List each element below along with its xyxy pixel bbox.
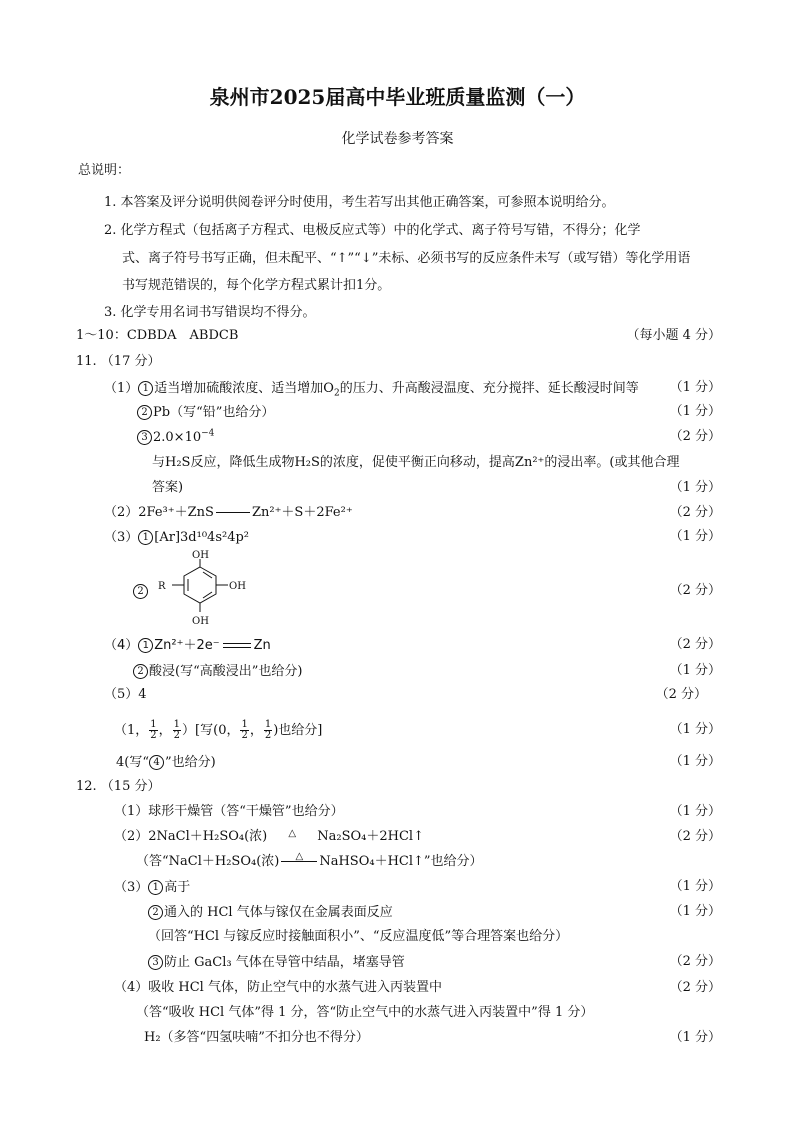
numerator: 1 <box>264 719 272 730</box>
equation-right: NaHSO₄＋HCl↑”也给分） <box>319 854 483 869</box>
score: （2 分） <box>669 505 721 520</box>
circled-number: 4 <box>149 755 164 770</box>
hydroxyl-bottom: OH <box>192 616 209 627</box>
part-label: （3） <box>104 530 139 545</box>
q11-part1-3 <box>0 430 795 450</box>
answer-text: Pb（写“铅”也给分） <box>153 405 275 420</box>
circled-number: 2 <box>137 405 152 420</box>
answer-text: H₂（多答“四氢呋喃”不扣分也不得分） <box>144 1030 369 1045</box>
score: （2 分） <box>669 954 721 969</box>
circled-number: 1 <box>148 880 163 895</box>
part-label: （2） <box>104 505 139 520</box>
score: （1 分） <box>669 663 721 678</box>
score: （2 分） <box>669 429 721 444</box>
q12-part3-note: （回答“HCl 与镓反应时接触面积小”、“反应温度低”等合理答案也给分） <box>148 929 569 944</box>
answer-text: 2.0×10 <box>153 430 202 445</box>
score: （1 分） <box>669 380 721 395</box>
answer-text: 答案) <box>152 480 184 495</box>
general-heading: 总说明： <box>78 163 131 178</box>
hydroxyl-right: OH <box>229 581 246 592</box>
equation-left: 2Fe³⁺＋ZnS <box>138 505 214 520</box>
page-title: 泉州市2025届高中毕业班质量监测（一） <box>209 85 586 109</box>
numerator: 1 <box>150 719 157 730</box>
fraction <box>264 720 272 741</box>
q11-part5-1 <box>0 688 795 708</box>
answer-text: 防止 GaCl₃ 气体在导管中结晶，堵塞导管 <box>164 955 405 970</box>
q12-part1 <box>0 805 795 825</box>
equation-left: （答“NaCl＋H₂SO₄(浓) <box>136 854 280 869</box>
answer-text: （1）球形干燥管（答“干燥管”也给分） <box>114 804 344 819</box>
q11-part4-1 <box>0 638 795 658</box>
answer-text-cont: ”也给分) <box>165 755 216 770</box>
heat-triangle-icon: △ <box>288 828 297 839</box>
hydroxyl-top: OH <box>192 550 209 561</box>
coord-close: )也给分] <box>273 723 323 738</box>
denominator: 2 <box>150 730 157 741</box>
score: （2 分） <box>669 980 721 995</box>
q11-part2 <box>0 506 795 526</box>
circled-number: 2 <box>133 664 148 679</box>
part-label: （5） <box>104 687 139 702</box>
coord-open: （1， <box>114 723 149 738</box>
q11-part5-2 <box>0 718 795 744</box>
q11-part1-4-text: 与H₂S反应，降低生成物H₂S的浓度，促使平衡正向移动，提高Zn²⁺的浸出率。(或其他合理 <box>152 455 680 470</box>
score: （1 分） <box>669 904 721 919</box>
part-label: （4） <box>104 638 139 653</box>
part-label: （1） <box>104 381 139 396</box>
comma: ， <box>249 723 263 738</box>
page-subtitle: 化学试卷参考答案 <box>341 131 454 147</box>
answer-text: （4）吸收 HCl 气体，防止空气中的水蒸气进入丙装置中 <box>114 980 442 995</box>
q11-part4-2 <box>0 664 795 684</box>
circled-number: 3 <box>148 955 163 970</box>
comma: ， <box>158 723 172 738</box>
numerator: 1 <box>241 719 248 730</box>
denominator: 2 <box>241 730 248 741</box>
general-item-2: 2. 化学方程式（包括离子方程式、电极反应式等）中的化学式、离子符号写错，不得分；化学 <box>104 223 641 238</box>
q12-part3-1 <box>0 880 795 900</box>
subscript: 2 <box>333 388 340 399</box>
q11-part1-1 <box>0 381 795 401</box>
score: （1 分） <box>669 879 721 894</box>
fraction <box>173 720 181 741</box>
score: （2 分） <box>669 583 721 598</box>
score: （1 分） <box>669 722 721 737</box>
answer-text: 通入的 HCl 气体与镓仅在金属表面反应 <box>164 905 393 920</box>
score: （1 分） <box>669 480 721 495</box>
q12-part4-note: （答“吸收 HCl 气体”得 1 分，答“防止空气中的水蒸气进入丙装置中”得 1 分） <box>136 1005 594 1020</box>
equals-sign <box>223 643 251 648</box>
score: （1 分） <box>669 404 721 419</box>
q11-part1-4-cont <box>0 481 795 501</box>
mc-score: （每小题 4 分） <box>626 328 721 343</box>
substituent-r: R <box>158 581 166 592</box>
circled-number: 1 <box>138 638 153 653</box>
q12-part4-2 <box>0 1031 795 1051</box>
general-item-1: 1. 本答案及评分说明供阅卷评分时使用，考生若写出其他正确答案，可参照本说明给分。 <box>104 195 615 210</box>
equation-right: Na₂SO₄＋2HCl↑ <box>317 829 424 844</box>
q12-part2-alt <box>0 851 795 875</box>
q11-part1-2 <box>0 405 795 425</box>
score: （2 分） <box>669 637 721 652</box>
q12-part2 <box>0 830 795 850</box>
answer-text-cont: 的压力、升高酸浸温度、充分搅拌、延长酸浸时间等 <box>339 381 639 396</box>
numerator: 1 <box>173 719 181 730</box>
general-item-2-cont: 式、离子符号书写正确，但未配平、“↑”“↓”未标、必须书写的反应条件未写（或写错）等化学用语 <box>122 251 691 266</box>
score: （1 分） <box>669 1030 721 1045</box>
score: （2 分） <box>669 829 721 844</box>
q12-part3-3 <box>0 955 795 975</box>
q11-part5-3 <box>0 755 795 775</box>
heat-triangle-icon: △ <box>295 851 304 862</box>
equation-left: Zn²⁺＋2e⁻ <box>154 638 220 653</box>
circled-number: 3 <box>137 430 152 445</box>
answer-text: 酸浸(写“高酸浸出”也给分) <box>149 664 303 679</box>
answer-text: 适当增加硫酸浓度、适当增加O <box>154 381 334 396</box>
circled-number: 2 <box>133 584 148 599</box>
score: （1 分） <box>669 754 721 769</box>
circled-number: 1 <box>138 530 153 545</box>
score: （1 分） <box>669 529 721 544</box>
equation-left: （2）2NaCl＋H₂SO₄(浓) <box>114 829 268 844</box>
q11-part3-2-score-row <box>0 584 795 604</box>
score: （1 分） <box>669 804 721 819</box>
denominator: 2 <box>264 730 272 741</box>
q12-heading: 12. （15 分） <box>76 779 161 794</box>
mc-answers-row <box>0 329 795 349</box>
answer-text: [Ar]3d¹⁰4s²4p² <box>154 530 250 545</box>
equals-sign <box>216 512 250 513</box>
equation-right: Zn <box>253 638 271 653</box>
denominator: 2 <box>173 730 181 741</box>
q12-part3-2 <box>0 905 795 925</box>
part-label: （3） <box>114 880 149 895</box>
equation-right: Zn²⁺＋S＋2Fe²⁺ <box>251 505 353 520</box>
superscript: −4 <box>201 428 215 439</box>
general-item-3: 3. 化学专用名词书写错误均不得分。 <box>104 305 316 320</box>
circled-number: 1 <box>138 381 153 396</box>
coord-mid: ）[写(0， <box>182 723 240 738</box>
general-item-2-cont2: 书写规范错误的，每个化学方程式累计扣1分。 <box>122 278 391 293</box>
fraction <box>149 720 157 741</box>
reaction-condition <box>279 851 319 862</box>
answer-text: 4(写“ <box>116 755 149 770</box>
mc-answers: 1～10：CDBDA ABDCB <box>76 328 239 343</box>
answer-text: 4 <box>138 687 147 702</box>
score: （2 分） <box>655 687 707 702</box>
answer-text: 高于 <box>164 880 191 895</box>
q12-part4 <box>0 981 795 1001</box>
q11-heading: 11. （17 分） <box>76 354 161 369</box>
fraction <box>240 720 248 741</box>
q11-part3-1 <box>0 530 795 550</box>
circled-number: 2 <box>148 905 163 920</box>
